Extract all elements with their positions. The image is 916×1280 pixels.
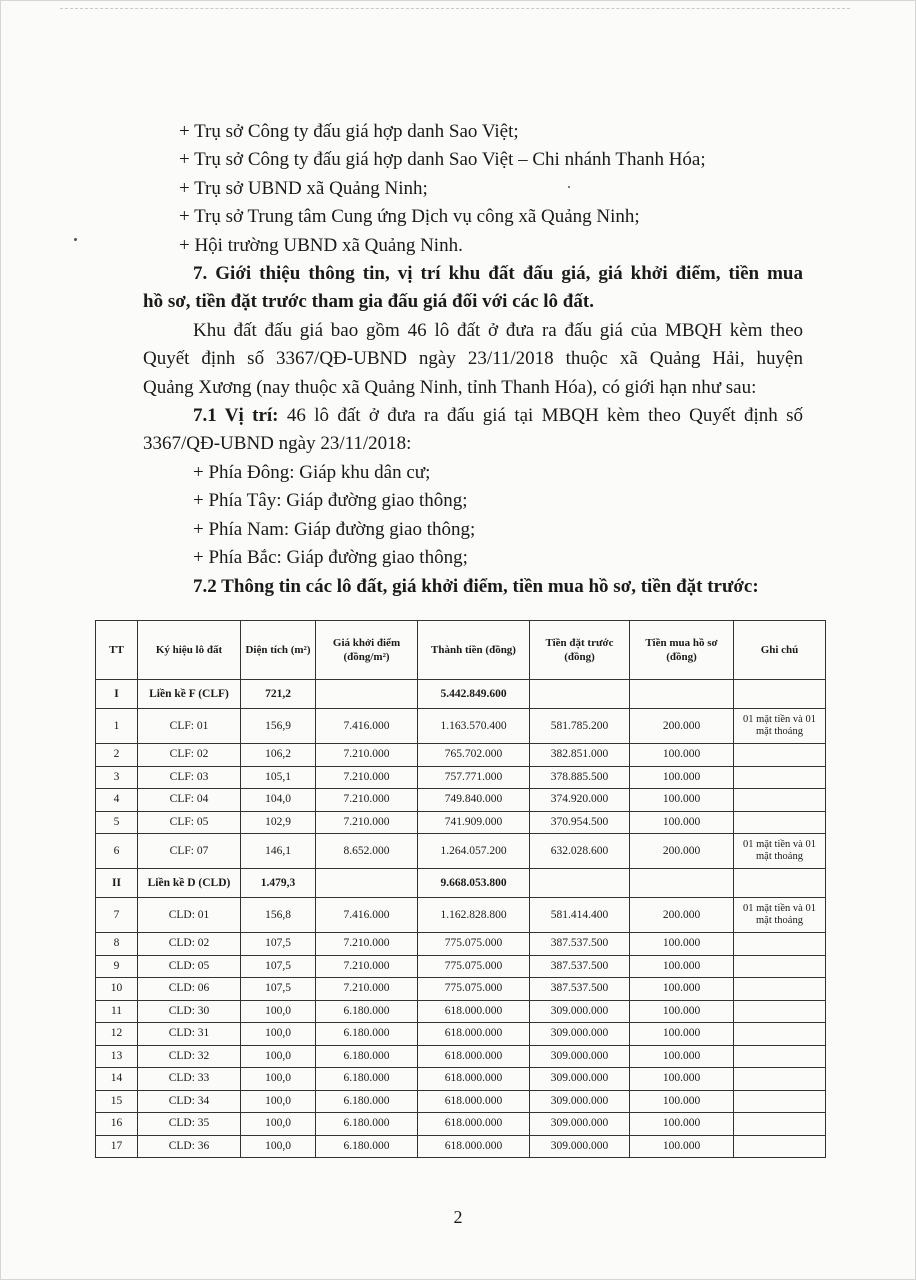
- deposit-cell: 387.537.500: [530, 933, 630, 956]
- note-cell: [734, 744, 826, 767]
- section-7-intro: Khu đất đấu giá bao gồm 46 lô đất ở đưa ra đấu giá của MBQH kèm theo: [193, 319, 803, 341]
- lot-code-cell: CLD: 06: [138, 978, 241, 1001]
- total-amount-cell: 749.840.000: [418, 789, 530, 812]
- row-number-cell: 5: [96, 811, 138, 834]
- row-number-cell: 13: [96, 1045, 138, 1068]
- deposit-cell: 581.414.400: [530, 898, 630, 933]
- starting-price-cell: 7.210.000: [316, 744, 418, 767]
- area-cell: 107,5: [241, 955, 316, 978]
- row-number-cell: 2: [96, 744, 138, 767]
- row-number-cell: 14: [96, 1068, 138, 1091]
- total-amount-cell: 757.771.000: [418, 766, 530, 789]
- boundary-line: + Phía Đông: Giáp khu dân cư;: [193, 461, 431, 483]
- dossier-fee-cell: 200.000: [630, 898, 734, 933]
- table-row: [96, 1023, 826, 1046]
- total-amount-cell: 618.000.000: [418, 1045, 530, 1068]
- note-cell: [734, 1045, 826, 1068]
- note-cell: [734, 1068, 826, 1091]
- document-body: [143, 118, 803, 601]
- total-amount-cell: 775.075.000: [418, 955, 530, 978]
- section-7-1-text-cont: 3367/QĐ-UBND ngày 23/11/2018:: [143, 433, 412, 455]
- area-cell: 100,0: [241, 1045, 316, 1068]
- area-cell: 107,5: [241, 933, 316, 956]
- table-row: [96, 1045, 826, 1068]
- note-cell: [734, 1113, 826, 1136]
- area-cell: 105,1: [241, 766, 316, 789]
- row-number-cell: 17: [96, 1135, 138, 1158]
- area-cell: 102,9: [241, 811, 316, 834]
- dossier-fee-cell: 100.000: [630, 811, 734, 834]
- row-number-cell: 12: [96, 1023, 138, 1046]
- deposit-cell: 382.851.000: [530, 744, 630, 767]
- note-cell: 01 mặt tiền và 01 mặt thoáng: [734, 898, 826, 933]
- section-7-1-paragraph: [143, 402, 803, 430]
- total-amount-cell: 618.000.000: [418, 1000, 530, 1023]
- lot-code-cell: CLF: 01: [138, 709, 241, 744]
- column-header: Thành tiền (đồng): [418, 621, 530, 680]
- lot-code-cell: CLD: 31: [138, 1023, 241, 1046]
- section-7-heading: 7. Giới thiệu thông tin, vị trí khu đất đấu giá, giá khởi điểm, tiền mua: [193, 263, 803, 285]
- starting-price-cell: 6.180.000: [316, 1090, 418, 1113]
- note-cell: [734, 869, 826, 898]
- starting-price-cell: 7.210.000: [316, 933, 418, 956]
- dossier-fee-cell: [630, 869, 734, 898]
- note-cell: 01 mặt tiền và 01 mặt thoáng: [734, 709, 826, 744]
- table-row: [96, 955, 826, 978]
- dossier-fee-cell: 100.000: [630, 1068, 734, 1091]
- section-7-1-text: 46 lô đất ở đưa ra đấu giá tại MBQH kèm theo Quyết định số: [278, 405, 803, 427]
- area-cell: 100,0: [241, 1113, 316, 1136]
- table-row: [96, 766, 826, 789]
- note-cell: [734, 978, 826, 1001]
- deposit-cell: 309.000.000: [530, 1045, 630, 1068]
- note-cell: [734, 1000, 826, 1023]
- deposit-cell: 387.537.500: [530, 978, 630, 1001]
- deposit-cell: 309.000.000: [530, 1068, 630, 1091]
- total-amount-cell: 775.075.000: [418, 978, 530, 1001]
- starting-price-cell: 6.180.000: [316, 1023, 418, 1046]
- lot-code-cell: Liền kề D (CLD): [138, 869, 241, 898]
- dossier-fee-cell: 200.000: [630, 709, 734, 744]
- section-7-intro: Quyết định số 3367/QĐ-UBND ngày 23/11/2018 thuộc xã Quảng Hải, huyện: [143, 348, 803, 370]
- starting-price-cell: 7.210.000: [316, 978, 418, 1001]
- dossier-fee-cell: [630, 680, 734, 709]
- deposit-cell: [530, 869, 630, 898]
- lot-code-cell: Liền kề F (CLF): [138, 680, 241, 709]
- lot-code-cell: CLD: 32: [138, 1045, 241, 1068]
- total-amount-cell: 618.000.000: [418, 1068, 530, 1091]
- starting-price-cell: [316, 680, 418, 709]
- table-row: [96, 1135, 826, 1158]
- total-amount-cell: 618.000.000: [418, 1113, 530, 1136]
- table-row: [96, 933, 826, 956]
- area-cell: 100,0: [241, 1068, 316, 1091]
- area-cell: 106,2: [241, 744, 316, 767]
- table-group-row: [96, 680, 826, 709]
- row-number-cell: 15: [96, 1090, 138, 1113]
- row-number-cell: II: [96, 869, 138, 898]
- dossier-fee-cell: 100.000: [630, 766, 734, 789]
- section-7-heading-cont: hồ sơ, tiền đặt trước tham gia đấu giá đối với các lô đất.: [143, 291, 594, 313]
- starting-price-cell: 7.210.000: [316, 789, 418, 812]
- column-header: Tiền mua hồ sơ (đồng): [630, 621, 734, 680]
- deposit-cell: 309.000.000: [530, 1090, 630, 1113]
- total-amount-cell: 1.162.828.800: [418, 898, 530, 933]
- page-number: 2: [453, 1207, 463, 1227]
- row-number-cell: 7: [96, 898, 138, 933]
- starting-price-cell: 7.416.000: [316, 898, 418, 933]
- note-cell: 01 mặt tiền và 01 mặt thoáng: [734, 834, 826, 869]
- dossier-fee-cell: 100.000: [630, 1023, 734, 1046]
- boundary-line: + Phía Nam: Giáp đường giao thông;: [193, 518, 476, 540]
- column-header: TT: [96, 621, 138, 680]
- note-cell: [734, 933, 826, 956]
- lot-code-cell: CLD: 33: [138, 1068, 241, 1091]
- bullet-line: + Trụ sở Công ty đấu giá hợp danh Sao Việt;: [179, 121, 519, 142]
- lot-code-cell: CLD: 02: [138, 933, 241, 956]
- total-amount-cell: 1.163.570.400: [418, 709, 530, 744]
- lot-code-cell: CLD: 01: [138, 898, 241, 933]
- total-amount-cell: 618.000.000: [418, 1135, 530, 1158]
- total-amount-cell: 618.000.000: [418, 1023, 530, 1046]
- area-cell: 156,9: [241, 709, 316, 744]
- section-7-1-label: 7.1 Vị trí:: [193, 405, 279, 427]
- lot-code-cell: CLF: 05: [138, 811, 241, 834]
- table-row: [96, 1090, 826, 1113]
- column-header: Giá khởi điểm (đồng/m²): [316, 621, 418, 680]
- column-header: Tiền đặt trước (đồng): [530, 621, 630, 680]
- lot-code-cell: CLD: 36: [138, 1135, 241, 1158]
- lot-code-cell: CLF: 07: [138, 834, 241, 869]
- boundary-line: + Phía Tây: Giáp đường giao thông;: [193, 490, 468, 512]
- starting-price-cell: 7.210.000: [316, 955, 418, 978]
- lot-code-cell: CLD: 05: [138, 955, 241, 978]
- deposit-cell: [530, 680, 630, 709]
- row-number-cell: 4: [96, 789, 138, 812]
- starting-price-cell: 6.180.000: [316, 1068, 418, 1091]
- starting-price-cell: 6.180.000: [316, 1135, 418, 1158]
- bullet-line: + Trụ sở Công ty đấu giá hợp danh Sao Việt – Chi nhánh Thanh Hóa;: [179, 149, 706, 171]
- starting-price-cell: 7.416.000: [316, 709, 418, 744]
- table-group-row: [96, 869, 826, 898]
- starting-price-cell: 7.210.000: [316, 811, 418, 834]
- total-amount-cell: 1.264.057.200: [418, 834, 530, 869]
- note-cell: [734, 1090, 826, 1113]
- deposit-cell: 370.954.500: [530, 811, 630, 834]
- starting-price-cell: 7.210.000: [316, 766, 418, 789]
- dossier-fee-cell: 100.000: [630, 789, 734, 812]
- starting-price-cell: 8.652.000: [316, 834, 418, 869]
- lot-code-cell: CLD: 34: [138, 1090, 241, 1113]
- dossier-fee-cell: 200.000: [630, 834, 734, 869]
- deposit-cell: 309.000.000: [530, 1135, 630, 1158]
- scan-speck: [74, 238, 77, 241]
- lot-code-cell: CLF: 02: [138, 744, 241, 767]
- area-cell: 146,1: [241, 834, 316, 869]
- total-amount-cell: 618.000.000: [418, 1090, 530, 1113]
- area-cell: 156,8: [241, 898, 316, 933]
- deposit-cell: 309.000.000: [530, 1023, 630, 1046]
- dossier-fee-cell: 100.000: [630, 1135, 734, 1158]
- dossier-fee-cell: 100.000: [630, 955, 734, 978]
- table-row: [96, 744, 826, 767]
- section-7-2-title: 7.2 Thông tin các lô đất, giá khởi điểm, tiền mua hồ sơ, tiền đặt trước:: [193, 575, 759, 597]
- note-cell: [734, 766, 826, 789]
- dossier-fee-cell: 100.000: [630, 1113, 734, 1136]
- total-amount-cell: 9.668.053.800: [418, 869, 530, 898]
- note-cell: [734, 1135, 826, 1158]
- dossier-fee-cell: 100.000: [630, 933, 734, 956]
- area-cell: 104,0: [241, 789, 316, 812]
- table-body: [96, 680, 826, 1158]
- row-number-cell: 10: [96, 978, 138, 1001]
- table-row: [96, 789, 826, 812]
- total-amount-cell: 765.702.000: [418, 744, 530, 767]
- row-number-cell: 8: [96, 933, 138, 956]
- section-7-intro: Quảng Xương (nay thuộc xã Quảng Ninh, tỉnh Thanh Hóa), có giới hạn như sau:: [143, 376, 757, 398]
- table-row: [96, 811, 826, 834]
- starting-price-cell: 6.180.000: [316, 1000, 418, 1023]
- row-number-cell: I: [96, 680, 138, 709]
- deposit-cell: 374.920.000: [530, 789, 630, 812]
- table-header-row: [96, 621, 826, 680]
- dossier-fee-cell: 100.000: [630, 1045, 734, 1068]
- area-cell: 100,0: [241, 1090, 316, 1113]
- area-cell: 100,0: [241, 1000, 316, 1023]
- table-row: [96, 834, 826, 869]
- deposit-cell: 632.028.600: [530, 834, 630, 869]
- dossier-fee-cell: 100.000: [630, 978, 734, 1001]
- bullet-line: + Trụ sở UBND xã Quảng Ninh;: [179, 177, 428, 199]
- deposit-cell: 309.000.000: [530, 1113, 630, 1136]
- table-row: [96, 709, 826, 744]
- total-amount-cell: 5.442.849.600: [418, 680, 530, 709]
- starting-price-cell: 6.180.000: [316, 1113, 418, 1136]
- lot-code-cell: CLD: 30: [138, 1000, 241, 1023]
- table-row: [96, 978, 826, 1001]
- area-cell: 1.479,3: [241, 869, 316, 898]
- boundary-line: + Phía Bắc: Giáp đường giao thông;: [193, 547, 468, 569]
- total-amount-cell: 775.075.000: [418, 933, 530, 956]
- table-row: [96, 1068, 826, 1091]
- starting-price-cell: 6.180.000: [316, 1045, 418, 1068]
- note-cell: [734, 811, 826, 834]
- lot-code-cell: CLD: 35: [138, 1113, 241, 1136]
- dossier-fee-cell: 100.000: [630, 744, 734, 767]
- dossier-fee-cell: 100.000: [630, 1090, 734, 1113]
- area-cell: 721,2: [241, 680, 316, 709]
- table-row: [96, 1000, 826, 1023]
- column-header: Ký hiệu lô đất: [138, 621, 241, 680]
- row-number-cell: 6: [96, 834, 138, 869]
- dossier-fee-cell: 100.000: [630, 1000, 734, 1023]
- area-cell: 107,5: [241, 978, 316, 1001]
- note-cell: [734, 1023, 826, 1046]
- bullet-line: + Trụ sở Trung tâm Cung ứng Dịch vụ công xã Quảng Ninh;: [179, 206, 640, 228]
- lot-code-cell: CLF: 04: [138, 789, 241, 812]
- row-number-cell: 16: [96, 1113, 138, 1136]
- starting-price-cell: [316, 869, 418, 898]
- column-header: Diện tích (m²): [241, 621, 316, 680]
- deposit-cell: 387.537.500: [530, 955, 630, 978]
- note-cell: [734, 789, 826, 812]
- row-number-cell: 9: [96, 955, 138, 978]
- row-number-cell: 3: [96, 766, 138, 789]
- deposit-cell: 581.785.200: [530, 709, 630, 744]
- land-lots-table: [95, 620, 826, 1158]
- deposit-cell: 378.885.500: [530, 766, 630, 789]
- table-row: [96, 1113, 826, 1136]
- column-header: Ghi chú: [734, 621, 826, 680]
- bullet-line: + Hội trường UBND xã Quảng Ninh.: [179, 234, 463, 256]
- note-cell: [734, 955, 826, 978]
- total-amount-cell: 741.909.000: [418, 811, 530, 834]
- lot-code-cell: CLF: 03: [138, 766, 241, 789]
- scan-top-edge: [60, 8, 850, 9]
- table-row: [96, 898, 826, 933]
- deposit-cell: 309.000.000: [530, 1000, 630, 1023]
- area-cell: 100,0: [241, 1023, 316, 1046]
- area-cell: 100,0: [241, 1135, 316, 1158]
- note-cell: [734, 680, 826, 709]
- row-number-cell: 11: [96, 1000, 138, 1023]
- row-number-cell: 1: [96, 709, 138, 744]
